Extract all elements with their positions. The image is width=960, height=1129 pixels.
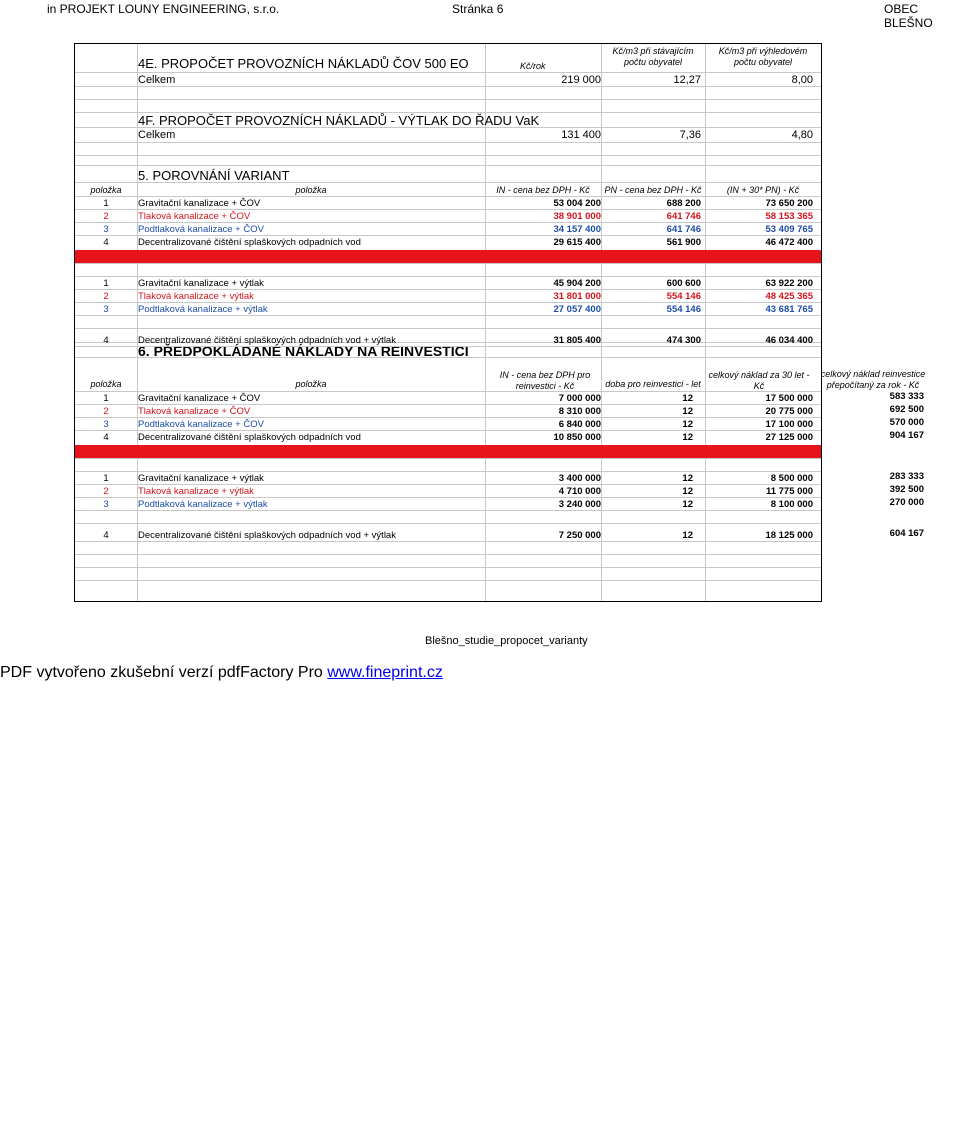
row-years: 12	[682, 499, 693, 510]
row-years: 12	[682, 393, 693, 404]
table-row	[75, 235, 821, 248]
client-name: OBEC BLEŠNO	[884, 2, 933, 30]
row-in: 3 400 000	[558, 473, 601, 484]
table-row	[75, 391, 821, 404]
sec5-title-row	[75, 165, 821, 182]
table-row	[75, 404, 821, 417]
spreadsheet	[74, 43, 822, 602]
table-row	[75, 497, 821, 510]
empty-row	[75, 458, 821, 471]
sec4e-col-existing: Kč/m3 při stávajícím počtu obyvatel	[612, 46, 694, 68]
row-name: Decentralizované čištění splaškových odpadních vod + výtlak	[138, 530, 396, 541]
row-years: 12	[682, 432, 693, 443]
row-in: 29 615 400	[553, 237, 601, 248]
empty-row	[75, 554, 821, 567]
row-pn: 561 900	[666, 237, 701, 248]
row-name: Gravitační kanalizace + ČOV	[138, 198, 261, 209]
row-years: 12	[682, 530, 693, 541]
table-row	[75, 276, 821, 289]
table-row	[75, 302, 821, 315]
row-name: Gravitační kanalizace + výtlak	[138, 473, 264, 484]
row-number: 4	[103, 237, 109, 248]
row-name: Decentralizované čištění splaškových odpadních vod + výtlak	[138, 335, 396, 346]
row-number: 4	[103, 335, 109, 346]
row-pn: 554 146	[666, 291, 701, 302]
row-pn: 688 200	[666, 198, 701, 209]
row-in: 10 850 000	[553, 432, 601, 443]
row-in: 4 710 000	[558, 486, 601, 497]
row-name: Tlaková kanalizace + ČOV	[138, 406, 251, 417]
row-cost30: 18 125 000	[765, 530, 813, 541]
row-total: 43 681 765	[765, 304, 813, 315]
row-number: 4	[103, 432, 109, 443]
empty-row	[75, 541, 821, 554]
row-number: 4	[103, 530, 109, 541]
row-name: Tlaková kanalizace + výtlak	[138, 486, 254, 497]
row-cost30: 17 100 000	[765, 419, 813, 430]
row-pn: 641 746	[666, 224, 701, 235]
empty-row	[75, 567, 821, 580]
row-total: 48 425 365	[765, 291, 813, 302]
row-in: 31 805 400	[553, 335, 601, 346]
row-peryear: 570 000	[889, 417, 924, 428]
sec4f-title: 4F. PROPOČET PROVOZNÍCH NÁKLADŮ - VÝTLAK DO ŘADU VaK	[138, 113, 540, 128]
row-number: 3	[103, 304, 109, 315]
row-number: 2	[103, 486, 109, 497]
row-cost30: 11 775 000	[765, 486, 813, 497]
row-name: Podtlaková kanalizace + ČOV	[138, 224, 264, 235]
sec4e-col-future: Kč/m3 při výhledovém počtu obyvatel	[718, 46, 808, 68]
table-row	[75, 209, 821, 222]
red-separator	[75, 445, 821, 458]
row-cost30: 8 100 000	[770, 499, 813, 510]
table-row	[75, 328, 821, 346]
row-in: 34 157 400	[553, 224, 601, 235]
row-number: 2	[103, 291, 109, 302]
empty-row	[75, 580, 821, 593]
empty-row	[75, 263, 821, 276]
row-number: 3	[103, 419, 109, 430]
fineprint-link[interactable]: www.fineprint.cz	[327, 664, 443, 681]
sec6-title: 6. PŘEDPOKLÁDANÉ NÁKLADY NA REINVESTICI	[138, 343, 469, 359]
row-peryear: 604 167	[889, 528, 924, 539]
sec5-header-row: položka položka IN - cena bez DPH - Kč PN - cena bez DPH - Kč (IN + 30* PN) - Kč	[75, 182, 821, 196]
row-in: 38 901 000	[553, 211, 601, 222]
row-in: 7 000 000	[558, 393, 601, 404]
row-cost30: 17 500 000	[765, 393, 813, 404]
row-number: 1	[103, 393, 109, 404]
row-in: 7 250 000	[558, 530, 601, 541]
row-years: 12	[682, 473, 693, 484]
red-separator	[75, 250, 821, 263]
row-number: 3	[103, 499, 109, 510]
empty-row	[75, 346, 821, 347]
sec4f-title-row	[75, 112, 821, 127]
row-pn: 474 300	[666, 335, 701, 346]
row-peryear: 392 500	[889, 484, 924, 495]
row-name: Tlaková kanalizace + ČOV	[138, 211, 251, 222]
table-row	[75, 430, 821, 443]
row-number: 2	[103, 406, 109, 417]
row-peryear: 904 167	[889, 430, 924, 441]
row-total: 46 472 400	[765, 237, 813, 248]
row-in: 45 904 200	[553, 278, 601, 289]
row-years: 12	[682, 406, 693, 417]
row-pn: 600 600	[666, 278, 701, 289]
row-name: Decentralizované čištění splaškových odpadních vod	[138, 432, 361, 443]
row-in: 8 310 000	[558, 406, 601, 417]
table-row	[75, 471, 821, 484]
company-name: in PROJEKT LOUNY ENGINEERING, s.r.o.	[47, 2, 280, 16]
row-in: 27 057 400	[553, 304, 601, 315]
sec6-header-row: položka položka IN - cena bez DPH pro reinvestici - Kč doba pro reinvestici - let celkový náklad za 30 let - Kč	[75, 357, 821, 391]
page-number: Stránka 6	[452, 2, 504, 16]
sec5-title: 5. POROVNÁNÍ VARIANT	[138, 168, 290, 183]
table-row	[75, 289, 821, 302]
sec4e-title: 4E. PROPOČET PROVOZNÍCH NÁKLADŮ ČOV 500 EO	[138, 56, 469, 71]
row-pn: 554 146	[666, 304, 701, 315]
row-number: 1	[103, 198, 109, 209]
row-total: 63 922 200	[765, 278, 813, 289]
row-in: 53 004 200	[553, 198, 601, 209]
row-pn: 641 746	[666, 211, 701, 222]
table-row	[75, 222, 821, 235]
table-row	[75, 484, 821, 497]
sec4e-header-row	[75, 44, 821, 72]
row-name: Gravitační kanalizace + výtlak	[138, 278, 264, 289]
row-peryear: 692 500	[889, 404, 924, 415]
sec6-peryear-column: celkový náklad reinvestice přepočítaný za rok - Kč 583 333 692 500 570 000 904 167 283 333 392 500 270 000 604 167	[820, 0, 926, 600]
table-row	[75, 417, 821, 430]
row-years: 12	[682, 486, 693, 497]
row-total: 73 650 200	[765, 198, 813, 209]
row-cost30: 27 125 000	[765, 432, 813, 443]
pdf-watermark: PDF vytvořeno zkušební verzí pdfFactory Pro www.fineprint.cz	[0, 664, 443, 681]
empty-row	[75, 510, 821, 523]
row-in: 3 240 000	[558, 499, 601, 510]
row-cost30: 20 775 000	[765, 406, 813, 417]
row-name: Tlaková kanalizace + výtlak	[138, 291, 254, 302]
row-name: Podtlaková kanalizace + výtlak	[138, 499, 268, 510]
row-in: 6 840 000	[558, 419, 601, 430]
sec4e-total-row: Celkem 219 000 12,27 8,00	[75, 72, 821, 86]
row-number: 3	[103, 224, 109, 235]
table-row	[75, 523, 821, 541]
row-in: 31 801 000	[553, 291, 601, 302]
row-name: Decentralizované čištění splaškových odpadních vod	[138, 237, 361, 248]
row-name: Podtlaková kanalizace + výtlak	[138, 304, 268, 315]
row-number: 1	[103, 278, 109, 289]
row-peryear: 283 333	[889, 471, 924, 482]
sec4f-total-row: Celkem 131 400 7,36 4,80	[75, 127, 821, 142]
row-years: 12	[682, 419, 693, 430]
row-number: 2	[103, 211, 109, 222]
row-name: Podtlaková kanalizace + ČOV	[138, 419, 264, 430]
row-total: 46 034 400	[765, 335, 813, 346]
row-total: 58 153 365	[765, 211, 813, 222]
row-number: 1	[103, 473, 109, 484]
row-total: 53 409 765	[765, 224, 813, 235]
row-name: Gravitační kanalizace + ČOV	[138, 393, 261, 404]
table-row	[75, 196, 821, 209]
row-peryear: 583 333	[889, 391, 924, 402]
file-name: Blešno_studie_propocet_varianty	[425, 635, 588, 647]
row-peryear: 270 000	[889, 497, 924, 508]
empty-row	[75, 315, 821, 328]
sec4e-col-kcrok: Kč/rok	[520, 61, 546, 71]
row-cost30: 8 500 000	[770, 473, 813, 484]
